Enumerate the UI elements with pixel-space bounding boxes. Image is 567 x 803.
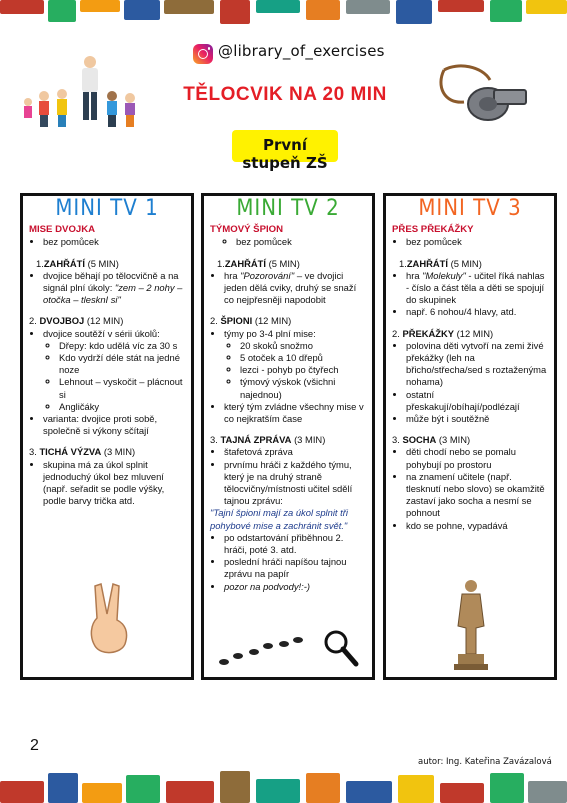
list-item: • týmy po 3-4 plní mise: (224, 328, 366, 340)
game-name: MISE DVOJKA (29, 224, 96, 236)
list-item: • který tým zvládne všechny mise v co nejkratším čase (224, 401, 366, 425)
children-illustration (20, 52, 150, 132)
card-title: MINI TV 3 (418, 196, 522, 221)
list-item: • pozor na podvody!:-) (224, 581, 366, 593)
game-name: TÝMOVÝ ŠPION (210, 224, 284, 236)
list-item: • hra "Molekuly" - učitel říká nahlas - číslo a část těla a děti se spojují do skupinek (406, 270, 548, 307)
list-item: • štafetová zpráva (224, 446, 366, 458)
list-item: • na znamení učitele (např. tlesknutí nebo slovo) se okamžitě zastaví jako socha a nesmí se pohnout (406, 471, 548, 520)
list-item: ◦ Dřepy: kdo udělá víc za 30 s (59, 340, 185, 352)
list-item: • může být i soutěžně (406, 413, 548, 425)
list-item: ◦ Angličáky (59, 401, 185, 413)
bottom-books-decoration (0, 767, 567, 803)
list-item: • prvnímu hráči z každého týmu, který je na druhý straně tělocvičny/místnosti učitel sdělí tajnou zprávu: (224, 459, 366, 508)
section-heading: 3. TICHÁ VÝZVA (3 MIN) (29, 446, 136, 458)
statue-icon (446, 576, 496, 672)
section-heading: 3. TAJNÁ ZPRÁVA (3 MIN) (210, 434, 326, 446)
instagram-handle[interactable]: @library_of_exercises (218, 42, 385, 60)
section-heading: 1.ZAHŘÁTÍ (5 MIN) (217, 257, 300, 269)
list-item: • kdo se pohne, vypadává (406, 520, 548, 532)
section-heading: 2. DVOJBOJ (12 MIN) (29, 315, 124, 327)
equipment: • bez pomůcek (43, 236, 185, 248)
game-name: PŘES PŘEKÁŽKY (392, 224, 474, 236)
section-heading: 2. PŘEKÁŽKY (12 MIN) (392, 327, 494, 339)
list-item: • dvojice běhají po tělocvičně a na signál plní úkoly: "zem – 2 nohy – otočka – tlesknI si" (43, 270, 185, 307)
list-item: • hra "Pozorování" – ve dvojici jeden dělá cviky, druhý se snaží co nejpřesněji napodobit (224, 270, 366, 307)
card-mini-tv-2 (201, 193, 375, 680)
list-item: ◦ 5 otoček a 10 dřepů (240, 352, 366, 364)
list-item: ◦ 20 skoků snožmo (240, 340, 366, 352)
card-mini-tv-1 (20, 193, 194, 680)
instagram-icon (193, 44, 213, 64)
list-item: • varianta: dvojice proti sobě, společně si výkony sčítají (43, 413, 185, 437)
card-title: MINI TV 2 (236, 196, 340, 221)
list-item: • děti chodí nebo se pomalu pohybují po prostoru (406, 446, 548, 470)
page-number: 2 (30, 737, 39, 754)
equipment: • bez pomůcek (406, 236, 548, 248)
victory-hand-icon (85, 580, 135, 658)
section-heading: 1.ZAHŘÁTÍ (5 MIN) (399, 257, 482, 269)
secret-message: "Tajní špioni mají za úkol splnit tři pohybové mise a zachránit svět." (210, 507, 348, 531)
list-item: • polovina děti vytvoří na zemi živé překážky (leh na břicho/střecha/sed s roztaženýma nohama) (406, 340, 548, 389)
card-title: MINI TV 1 (55, 196, 159, 221)
page-subtitle: První stupeň ZŠ (242, 136, 328, 172)
list-item: ◦ Lehnout – vyskočit – plácnout si (59, 376, 185, 400)
list-item: • ostatní přeskakují/obíhají/podlézají (406, 389, 548, 413)
page-title: TĚLOCVIK NA 20 MIN (183, 84, 387, 105)
list-item: ◦ Kdo vydrží déle stát na jedné noze (59, 352, 185, 376)
section-heading: 2. ŠPIONI (12 MIN) (210, 315, 292, 327)
section-heading: 1.ZAHŘÁTÍ (5 MIN) (36, 257, 119, 269)
list-item: • skupina má za úkol splnit jednoduchý úkol bez mluvení (např. seřadit se podle výšky, podle barvy trička atd. (43, 459, 185, 508)
list-item: • po odstartování přiběhnou 2. hráči, poté 3. atd. (224, 532, 366, 556)
section-heading: 3. SOCHA (3 MIN) (392, 434, 471, 446)
author-credit: autor: Ing. Kateřina Zavázalová (418, 757, 552, 767)
equipment: ◦ bez pomůcek (236, 236, 366, 248)
list-item: ◦ týmový výskok (všichni najednou) (240, 376, 366, 400)
list-item: • např. 6 nohou/4 hlavy, atd. (406, 306, 548, 318)
card-mini-tv-3 (383, 193, 557, 680)
list-item: • dvojice soutěží v sérii úkolů: (43, 328, 185, 340)
top-books-decoration (0, 0, 567, 36)
whistle-icon (432, 60, 532, 130)
list-item: • poslední hráči napíšou tajnou zprávu na papír (224, 556, 366, 580)
list-item: ◦ lezci - pohyb po čtyřech (240, 364, 366, 376)
footprints-magnifier-icon (214, 626, 364, 672)
